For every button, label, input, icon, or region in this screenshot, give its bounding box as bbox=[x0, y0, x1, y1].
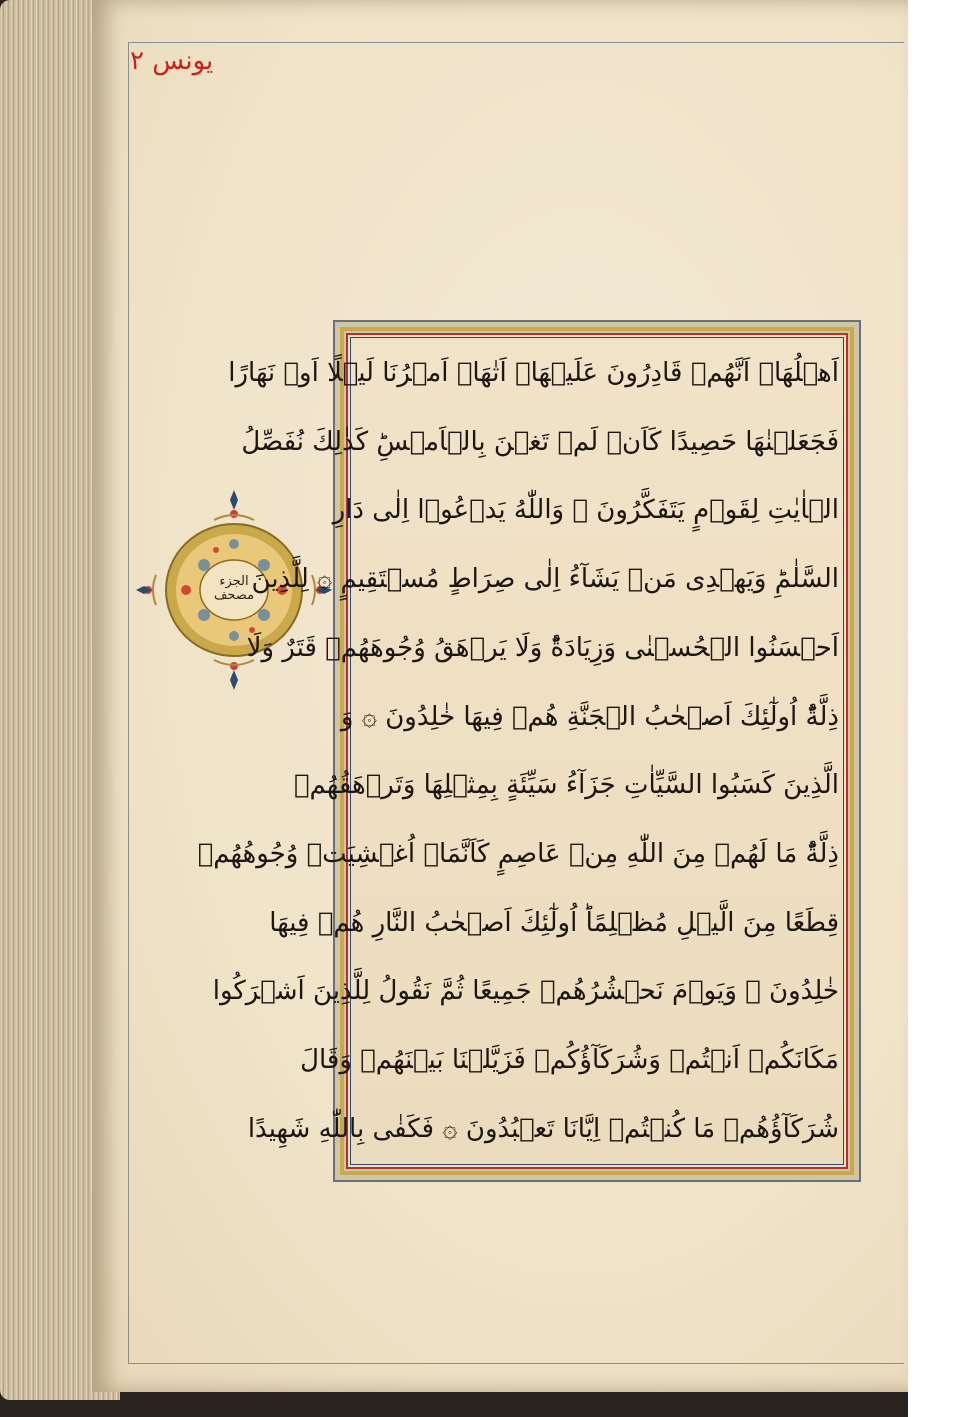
verse-line: اَهۡلُهَاۤ اَنَّهُمۡ قَادِرُونَ عَلَيۡهَاۤ اَتٰهَاۤ اَمۡرُنَا لَيۡلًا اَوۡ نَهَارًا bbox=[228, 358, 839, 388]
verse-line: مَكَانَكُمۡ اَنۡتُمۡ وَشُرَكَآؤُكُمۡ فَزَيَّلۡنَا بَيۡنَهُمۡ وَقَالَ bbox=[300, 1045, 839, 1076]
verse-line: الَّذِينَ كَسَبُوا السَّيِّاٰتِ جَزَآءُ سَيِّئَةٍ بِمِثۡلِهَا وَتَرۡهَقُهُمۡ bbox=[293, 770, 839, 801]
verse-line: الۡاٰيٰتِ لِقَوۡمٍ يَتَفَكَّرُونَ ۞ وَاللّٰهُ يَدۡعُوۤا اِلٰى دَارِ bbox=[332, 495, 839, 526]
verse-line: فَجَعَلۡنٰهَا حَصِيدًا كَاَنۡ لَمۡ تَغۡنَ بِالۡاَمۡسِؕ كَذٰلِكَ نُفَصِّلُ bbox=[241, 426, 839, 457]
verse-line: قِطَعًا مِنَ الَّيۡلِ مُظۡلِمًاؕ اُولٰٓئِكَ اَصۡحٰبُ النَّارِ هُمۡ فِيهَا bbox=[269, 907, 839, 938]
verse-line: السَّلٰمِؕ وَيَهۡدِى مَنۡ يَشَآءُ اِلٰى صِرَاطٍ مُسۡتَقِيمٍ ۞ لِلَّذِينَ bbox=[251, 564, 839, 595]
medallion-inscription: الجزء مصحف bbox=[213, 574, 255, 603]
verse-line: ذِلَّةٌؕ اُولٰٓئِكَ اَصۡحٰبُ الۡجَنَّةِ هُمۡ فِيهَا خٰلِدُونَ ۞ وَ bbox=[340, 701, 839, 732]
verse-line: ذِلَّةٌؕ مَا لَهُمۡ مِنَ اللّٰهِ مِنۡ عَاصِمٍ كَاَنَّمَاۤ اُغۡشِيَتۡ وُجُوهُهُمۡ bbox=[197, 839, 839, 870]
surah-heading-label: يونس ٢ bbox=[130, 46, 214, 76]
verse-line: شُرَكَآؤُهُمۡ مَا كُنۡتُمۡ اِيَّانَا تَعۡبُدُونَ ۞ فَكَفٰى بِاللّٰهِ شَهِيدًا bbox=[247, 1113, 839, 1144]
verse-line: اَحۡسَنُوا الۡحُسۡنٰى وَزِيَادَةٌؕ وَلَا يَرۡهَقُ وُجُوهَهُمۡ قَتَرٌ وَلَا bbox=[246, 632, 839, 663]
verse-line: خٰلِدُونَ ۞ وَيَوۡمَ نَحۡشُرُهُمۡ جَمِيعًا ثُمَّ نَقُولُ لِلَّذِينَ اَشۡرَكُوا bbox=[212, 976, 839, 1007]
